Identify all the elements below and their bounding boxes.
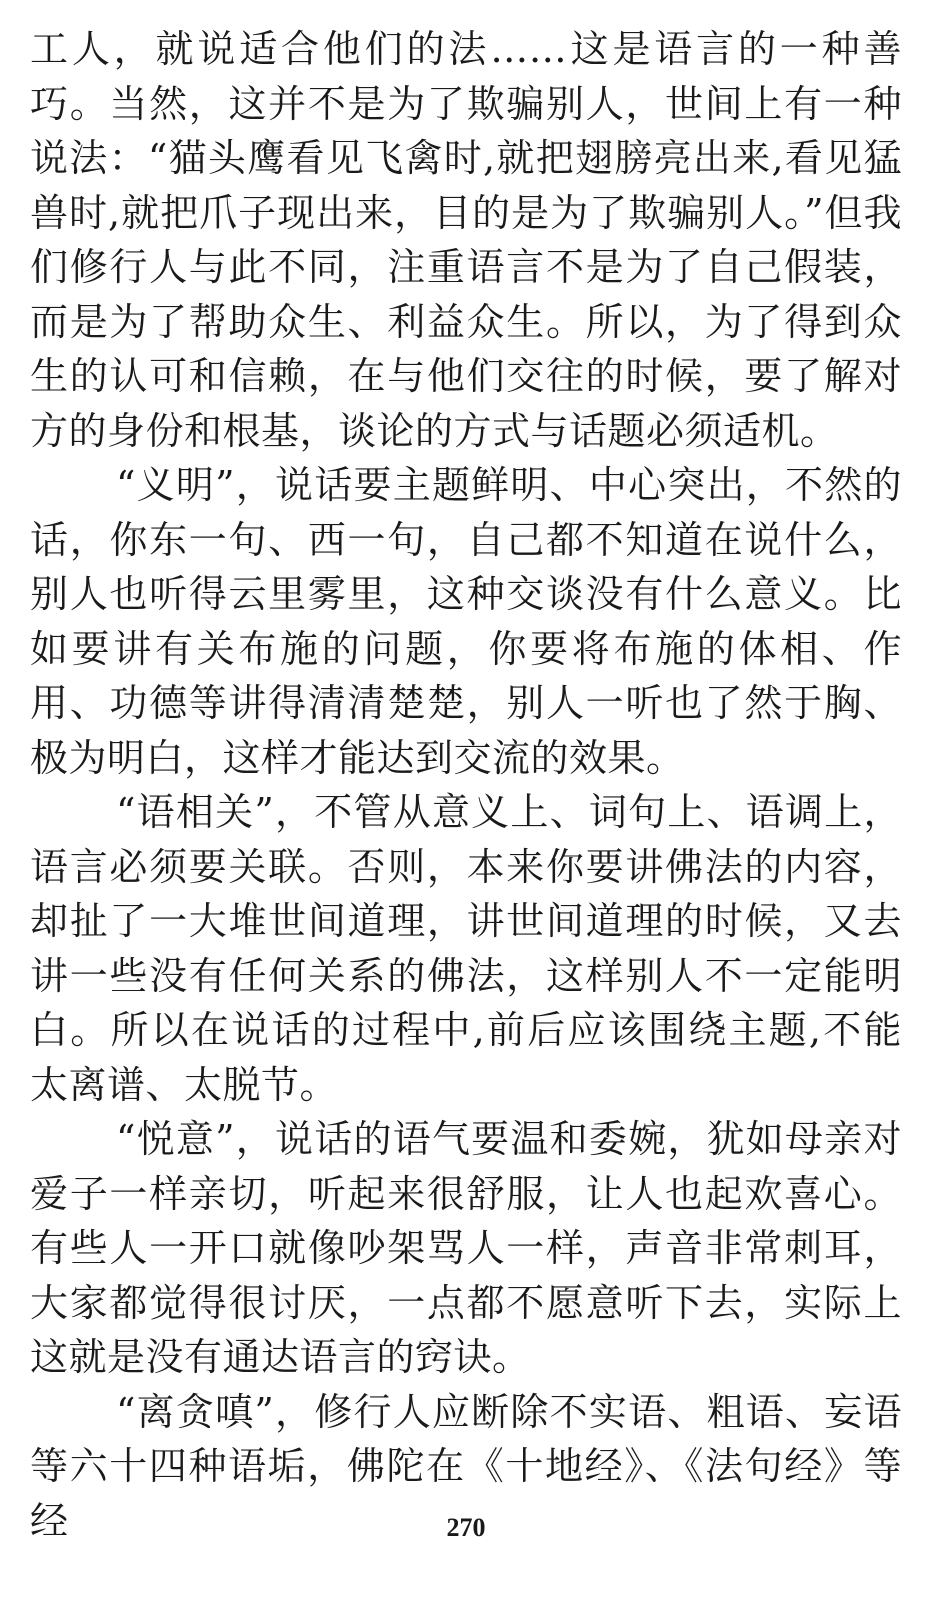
paragraph-yu-xiang-guan: “语相关”，不管从意义上、词句上、语调上，语言必须要关联。否则，本来你要讲佛法的内容，却扯了一大堆世间道理，讲世间道理的时候，又去讲一些没有任何关系的佛法，这样别人不一定能明白。所以在说话的过程中,前后应该围绕主题,不能太离谱、太脱节。 xyxy=(30,790,902,1107)
paragraph-yi-ming: “义明”，说话要主题鲜明、中心突出，不然的话，你东一句、西一句，自己都不知道在说什么，别人也听得云里雾里，这种交谈没有什么意义。比如要讲有关布施的问题，你要将布施的体相、作用、功德等讲得清清楚楚，别人一听也了然于胸、极为明白，这样才能达到交流的效果。 xyxy=(30,463,902,780)
body-text xyxy=(30,22,902,1548)
paragraph-continuation: 工人，就说适合他们的法……这是语言的一种善巧。当然，这并不是为了欺骗别人，世间上有一种说法：“猫头鹰看见飞禽时,就把翅膀亮出来,看见猛兽时,就把爪子现出来，目的是为了欺骗别人。”但我们修行人与此不同，注重语言不是为了自己假装，而是为了帮助众生、利益众生。所以，为了得到众生的认可和信赖，在与他们交往的时候，要了解对方的身份和根基，谈论的方式与话题必须适机。 xyxy=(30,27,902,453)
paragraph-yue-yi: “悦意”，说话的语气要温和委婉，犹如母亲对爱子一样亲切，听起来很舒服，让人也起欢喜心。有些人一开口就像吵架骂人一样，声音非常刺耳，大家都觉得很讨厌，一点都不愿意听下去，实际上这就是没有通达语言的窍诀。 xyxy=(30,1117,902,1379)
page-number: 270 xyxy=(446,1513,486,1542)
paragraph-li-tan-chen: “离贪嗔”，修行人应断除不实语、粗语、妄语等六十四种语垢，佛陀在《十地经》、《法句经》等经 xyxy=(30,1389,902,1543)
